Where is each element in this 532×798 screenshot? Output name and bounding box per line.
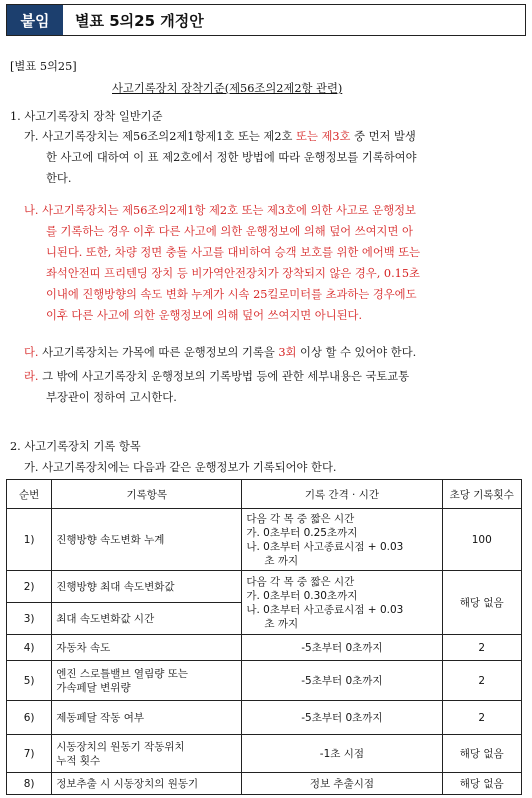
section1-heading: 1. 사고기록장치 장착 일반기준: [10, 110, 163, 123]
col-header-item: 기록항목: [52, 480, 242, 509]
row-item: 최대 속도변화값 시간: [52, 603, 242, 635]
interval-line: 나. 0초부터 사고종료시점 + 0.03: [246, 603, 404, 616]
table-row: [7, 701, 522, 735]
row-count: 해당 없음: [442, 571, 522, 635]
ga-line1b-red: 또는 제3호: [292, 130, 351, 143]
row-item: 정보추출 시 시동장치의 원동기: [52, 773, 242, 795]
row-count: 해당 없음: [442, 773, 522, 795]
na-line: 니된다. 또한, 차량 정면 충돌 사고를 대비하여 승객 보호를 위한 에어백 또는: [46, 246, 421, 259]
item-marker: 나.: [24, 204, 39, 217]
table-row: [7, 735, 522, 773]
row-item: 진행방향 최대 속도변화값: [52, 571, 242, 603]
ra-line2: 부장관이 정하여 고시한다.: [46, 391, 177, 404]
row-no: 3): [7, 603, 52, 635]
item-marker: 다.: [24, 346, 39, 359]
da-line1c: 이상 할 수 있어야 한다.: [296, 346, 417, 359]
interval-line: 나. 0초부터 사고종료시점 + 0.03: [246, 540, 404, 553]
row-count: 100: [442, 509, 522, 571]
row-no: 6): [7, 701, 52, 735]
row-no: 7): [7, 735, 52, 773]
col-header-interval: 기록 간격 · 시간: [242, 480, 442, 509]
interval-line: 가. 0초부터 0.25초까지: [246, 526, 358, 539]
na-line: 좌석안전띠 프리텐딩 장치 등 비가역안전장치가 장착되지 않은 경우, 0.15초: [46, 267, 420, 280]
section1-item-na: [24, 200, 420, 326]
section1-item-ra: [24, 366, 409, 408]
row-interval: -5초부터 0초까지: [242, 661, 442, 701]
item-line: 누적 횟수: [56, 754, 101, 767]
annex-label: [별표 5의25]: [10, 60, 77, 73]
row-interval: -5초부터 0초까지: [242, 635, 442, 661]
section1-item-ga: [24, 126, 416, 189]
row-item: [52, 735, 242, 773]
col-header-count: 초당 기록횟수: [442, 480, 522, 509]
table-row: [7, 509, 522, 571]
header-title: 별표 5의25 개정안: [75, 11, 204, 30]
ga-line1a: 사고기록장치는 제56조의2제1항제1호 또는 제2호: [42, 130, 293, 143]
row-interval: 정보 추출시점: [242, 773, 442, 795]
da-line1b-red: 3회: [278, 346, 297, 359]
record-items-table: [6, 479, 522, 795]
row-no: 8): [7, 773, 52, 795]
row-no: 1): [7, 509, 52, 571]
attachment-badge: 붙임: [7, 5, 63, 35]
na-line: 를 기록하는 경우 이후 다른 사고에 의한 운행정보에 의해 덮어 쓰여지면 아: [46, 225, 413, 238]
row-item: 제동페달 작동 여부: [52, 701, 242, 735]
item-marker: 가.: [24, 130, 39, 143]
row-no: 5): [7, 661, 52, 701]
interval-line: 초 까지: [264, 554, 299, 567]
row-interval: -1초 시점: [242, 735, 442, 773]
da-line1a: 사고기록장치는 가목에 따른 운행정보의 기록을: [42, 346, 279, 359]
row-no: 2): [7, 571, 52, 603]
row-item: 자동차 속도: [52, 635, 242, 661]
table-row: [7, 773, 522, 795]
interval-line: 다음 각 목 중 짧은 시간: [246, 575, 355, 588]
row-count: 2: [442, 701, 522, 735]
row-count: 2: [442, 661, 522, 701]
row-item: [52, 661, 242, 701]
ga-line3: 한다.: [46, 172, 72, 185]
item-line: 엔진 스로틀밸브 열림량 또는: [56, 667, 188, 680]
ga-line2: 한 사고에 대하여 이 표 제2호에서 정한 방법에 따라 운행정보를 기록하여야: [46, 151, 417, 164]
item-line: 시동장치의 원동기 작동위치: [56, 740, 185, 753]
table-row: [7, 571, 522, 603]
interval-line: 초 까지: [264, 617, 299, 630]
table-row: [7, 661, 522, 701]
interval-line: 가. 0초부터 0.30초까지: [246, 589, 358, 602]
row-count: 2: [442, 635, 522, 661]
section2-item-ga: 가. 사고기록장치에는 다음과 같은 운행정보가 기록되어야 한다.: [24, 461, 337, 474]
row-interval: -5초부터 0초까지: [242, 701, 442, 735]
document-header: [6, 4, 526, 36]
row-interval: [242, 571, 442, 635]
item-marker: 라.: [24, 370, 39, 383]
interval-line: 다음 각 목 중 짧은 시간: [246, 512, 355, 525]
row-interval: [242, 509, 442, 571]
row-item: 진행방향 속도변화 누계: [52, 509, 242, 571]
na-line: 사고기록장치는 제56조의2제1항 제2호 또는 제3호에 의한 사고로 운행정보: [42, 204, 416, 217]
na-line: 이후 다른 사고에 의한 운행정보에 의해 덮어 쓰여지면 아니된다.: [46, 309, 363, 322]
na-line: 이내에 진행방향의 속도 변화 누계가 시속 25킬로미터를 초과하는 경우에도: [46, 288, 417, 301]
table-row: [7, 635, 522, 661]
document-title: 사고기록장치 장착기준(제56조의2제2항 관련): [112, 82, 343, 95]
col-header-no: 순번: [7, 480, 52, 509]
item-line: 가속페달 변위량: [56, 681, 131, 694]
section2-heading: 2. 사고기록장치 기록 항목: [10, 440, 141, 453]
section1-item-da: [24, 342, 416, 363]
row-no: 4): [7, 635, 52, 661]
ra-line1: 그 밖에 사고기록장치 운행정보의 기록방법 등에 관한 세부내용은 국토교통: [42, 370, 410, 383]
table-header-row: [7, 480, 522, 509]
ga-line1c: 중 먼저 발생: [350, 130, 416, 143]
row-count: 해당 없음: [442, 735, 522, 773]
